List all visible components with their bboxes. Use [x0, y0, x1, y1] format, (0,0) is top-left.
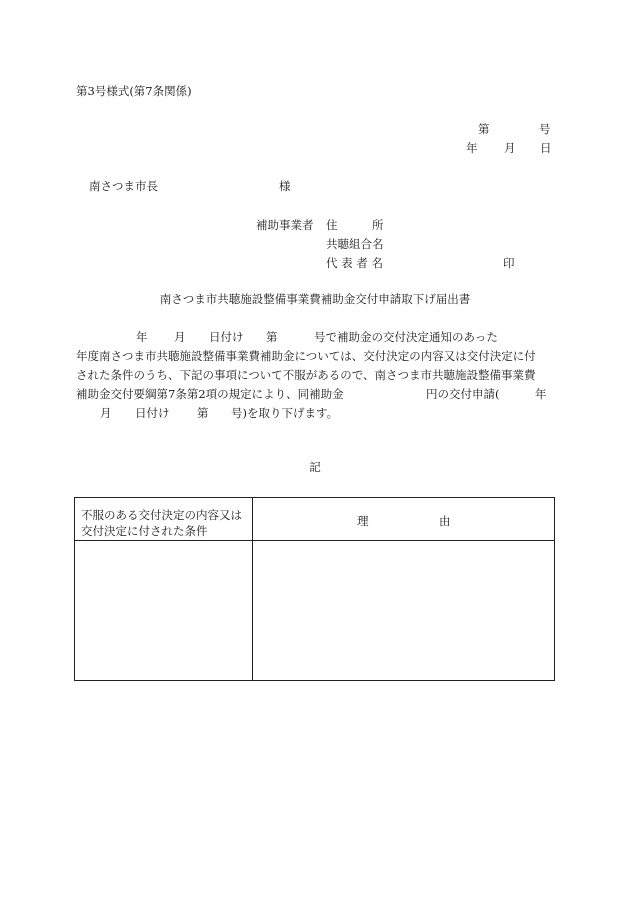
table-header-left [81, 507, 242, 539]
body-month: 月 [174, 330, 186, 344]
body-line-5-month: 月 [100, 406, 112, 420]
body-year: 年 [136, 330, 148, 344]
body-line-4-a: 補助金交付要綱第7条第2項の規定により、同補助金 [76, 387, 344, 401]
body-line-2: 年度南さつま市共聴施設整備事業費補助金については、交付決定の内容又は交付決定に付 [76, 349, 536, 363]
addressee-honorific: 様 [279, 179, 291, 193]
date-month: 月 [504, 141, 516, 155]
body-line-5-dai: 第 [197, 406, 209, 420]
body-line-5-rest: 号)を取り下げます。 [231, 406, 339, 420]
body-dai: 第 [266, 330, 278, 344]
ki-heading: 記 [309, 460, 321, 474]
representative-label: 代 表 者 名 [326, 256, 383, 270]
body-line-4-b: 円の交付申請( [426, 387, 500, 401]
table-cell-reason[interactable] [253, 541, 554, 680]
table-header-left-line-1: 不服のある交付決定の内容又は [81, 508, 242, 522]
date-year: 年 [466, 141, 478, 155]
seal-mark: 印 [503, 256, 515, 270]
table-header-right-ri: 理 [357, 514, 369, 528]
organization-label: 共聴組合名 [326, 237, 384, 251]
body-line-3: された条件のうち、下記の事項について不服があるので、南さつま市共聴施設整備事業費 [76, 368, 536, 382]
body-line-5-day: 日付け [135, 406, 170, 420]
document-number-go: 号 [539, 122, 551, 136]
objection-table [74, 497, 555, 681]
body-line-4-c: 年 [535, 387, 547, 401]
form-number: 第3号様式(第7条関係) [76, 84, 192, 98]
applicant-role: 補助事業者 [256, 218, 314, 232]
document-number-dai: 第 [478, 122, 490, 136]
addressee-name: 南さつま市長 [89, 179, 158, 193]
body-day-dated: 日付け [209, 330, 244, 344]
table-cell-content[interactable] [75, 541, 252, 680]
address-label: 住 所 [326, 218, 384, 232]
document-title: 南さつま市共聴施設整備事業費補助金交付申請取下げ届出書 [159, 292, 471, 306]
table-header-left-line-2: 交付決定に付された条件 [81, 524, 208, 538]
body-line-1-rest: 号で補助金の交付決定通知のあった [314, 330, 498, 344]
date-day: 日 [540, 141, 552, 155]
table-header-right-yu: 由 [439, 514, 451, 528]
